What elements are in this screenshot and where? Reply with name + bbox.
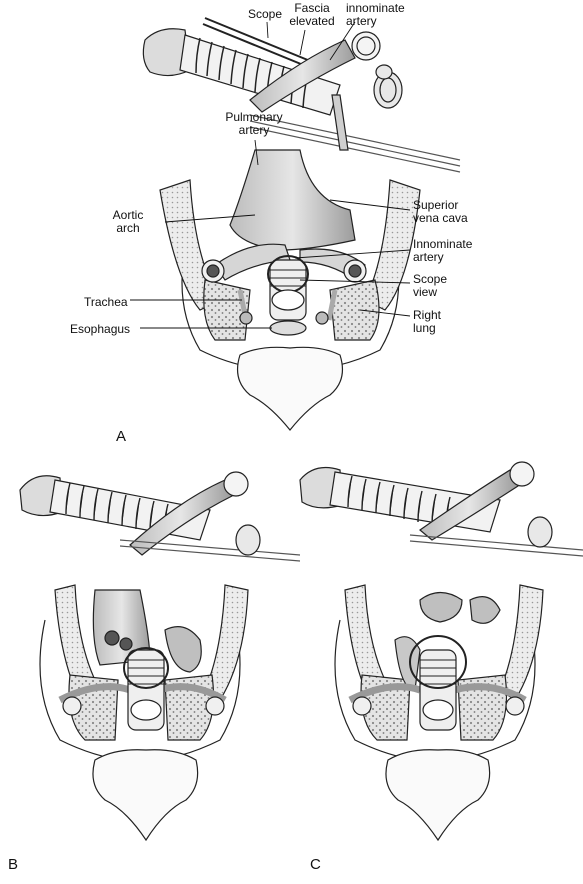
panel-a-side-view: [143, 18, 460, 172]
label-fascia-elevated: Fascia elevated: [289, 1, 335, 28]
panel-label-b: B: [8, 856, 19, 873]
panel-c: [300, 462, 583, 840]
label-scope-view: Scope view: [413, 272, 448, 299]
panel-a-front-view: [160, 150, 420, 430]
label-pulmonary-artery: Pulmonary artery: [225, 110, 283, 137]
panel-b: [20, 472, 300, 840]
label-esophagus: Esophagus: [70, 322, 131, 336]
label-innominate-artery: Innominate artery: [413, 237, 473, 264]
label-right-lung: Right lung: [413, 308, 442, 335]
label-scope: Scope: [248, 7, 283, 21]
label-trachea: Trachea: [84, 295, 128, 309]
label-superior-vena-cava: Superior vena cava: [413, 198, 468, 225]
panel-label-a: A: [116, 428, 127, 445]
label-innominate-artery-top: innominate artery: [346, 1, 405, 28]
panel-label-c: C: [310, 856, 321, 873]
label-aortic-arch: Aortic arch: [112, 208, 144, 235]
